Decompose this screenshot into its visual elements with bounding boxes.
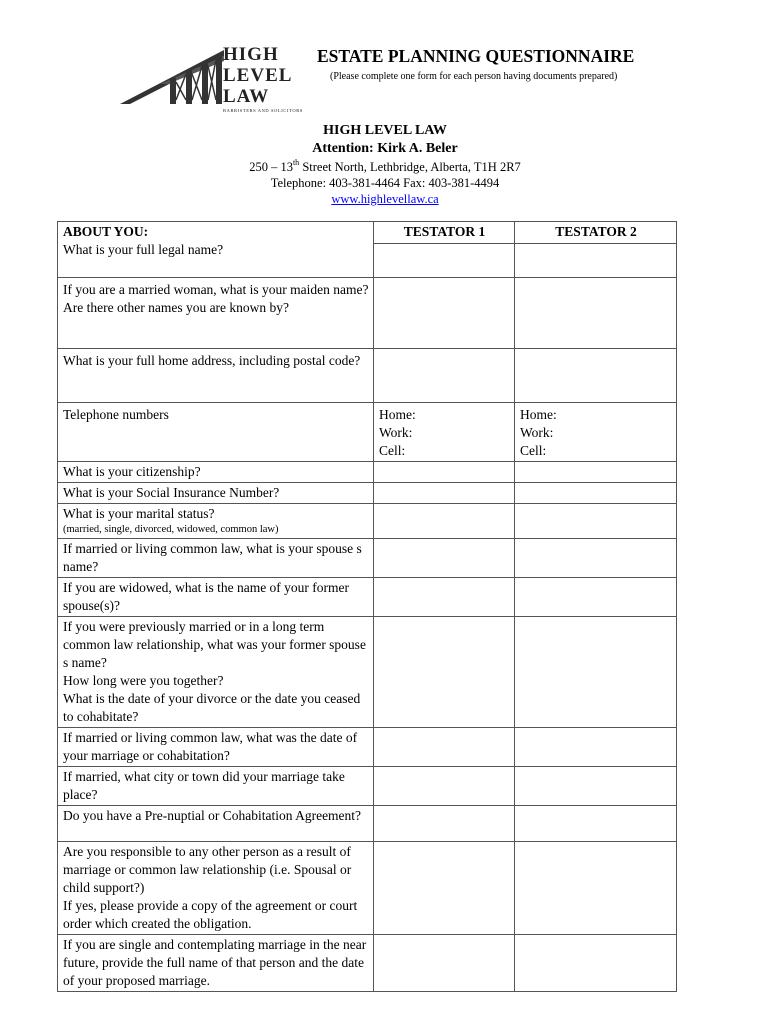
answer-cell[interactable]	[515, 935, 677, 992]
answer-cell[interactable]	[515, 842, 677, 935]
questionnaire-table	[57, 221, 677, 992]
table-row	[58, 806, 677, 842]
question-prenup: Do you have a Pre-nuptial or Cohabitation Agreement?	[58, 806, 374, 842]
table-row	[58, 935, 677, 992]
document-title: ESTATE PLANNING QUESTIONNAIRE	[317, 46, 635, 66]
work-label: Work:	[520, 425, 554, 440]
firm-address: 250 – 13th Street North, Lethbridge, Alberta, T1H 2R7	[249, 158, 521, 174]
table-row	[58, 483, 677, 504]
answer-cell[interactable]	[515, 578, 677, 617]
answer-cell[interactable]	[515, 278, 677, 349]
question-previous-spouse: If you were previously married or in a long term common law relationship, what was your former spouse s name?	[63, 619, 366, 670]
work-label: Work:	[379, 425, 413, 440]
table-row	[58, 539, 677, 578]
question-other-names: Are there other names you are known by?	[63, 300, 290, 315]
answer-cell[interactable]	[374, 728, 515, 767]
logo-tagline: BARRISTERS AND SOLICITORS	[223, 108, 303, 113]
question-marriage-city: If married, what city or town did your marriage take place?	[58, 767, 374, 806]
home-label: Home:	[520, 407, 557, 422]
home-label: Home:	[379, 407, 416, 422]
firm-telephone: Telephone: 403-381-4464 Fax: 403-381-4494	[270, 176, 500, 190]
firm-website-link[interactable]: www.highlevellaw.ca	[331, 192, 439, 206]
question-address: What is your full home address, including postal code?	[58, 349, 374, 403]
table-row	[58, 462, 677, 483]
answer-cell[interactable]	[374, 842, 515, 935]
testator2-phone-cell[interactable]	[515, 403, 677, 462]
attention-line: Attention: Kirk A. Beler	[312, 141, 458, 156]
question-widowed: If you are widowed, what is the name of your former spouse(s)?	[58, 578, 374, 617]
table-row	[58, 349, 677, 403]
answer-cell[interactable]	[374, 504, 515, 539]
answer-cell[interactable]	[374, 278, 515, 349]
question-support-obligation: Are you responsible to any other person as a result of marriage or common law relationship (i.e. Spousal or child support?)	[63, 844, 352, 895]
answer-cell[interactable]	[515, 349, 677, 403]
question-divorce-date: What is the date of your divorce or the date you ceased to cohabitate?	[63, 691, 361, 724]
table-row	[58, 728, 677, 767]
answer-cell[interactable]	[515, 504, 677, 539]
document-subtitle: (Please complete one form for each person having documents prepared)	[330, 71, 618, 82]
answer-cell[interactable]	[374, 767, 515, 806]
question-full-name: What is your full legal name?	[63, 242, 224, 257]
table-row	[58, 222, 677, 244]
question-proposed-marriage: If you are single and contemplating marriage in the near future, provide the full name of that person and the date of your proposed marriage.	[58, 935, 374, 992]
answer-cell[interactable]	[374, 244, 515, 278]
answer-cell[interactable]	[374, 935, 515, 992]
question-marriage-date: If married or living common law, what was the date of your marriage or cohabitation?	[58, 728, 374, 767]
testator2-header: TESTATOR 2	[515, 222, 677, 244]
question-how-long: How long were you together?	[63, 673, 224, 688]
section-heading: ABOUT YOU:	[63, 224, 149, 239]
answer-cell[interactable]	[515, 483, 677, 504]
table-row	[58, 278, 677, 349]
answer-cell[interactable]	[374, 806, 515, 842]
answer-cell[interactable]	[515, 617, 677, 728]
table-row	[58, 504, 677, 539]
high-level-law-logo	[120, 44, 320, 116]
question-provide-copy: If yes, please provide a copy of the agreement or court order which created the obligation.	[63, 898, 358, 931]
table-row	[58, 617, 677, 728]
answer-cell[interactable]	[374, 483, 515, 504]
question-sin: What is your Social Insurance Number?	[58, 483, 374, 504]
question-spouse-name: If married or living common law, what is your spouse s name?	[58, 539, 374, 578]
about-you-cell	[58, 222, 374, 278]
question-telephone: Telephone numbers	[58, 403, 374, 462]
answer-cell[interactable]	[515, 244, 677, 278]
bridge-logo-icon	[120, 44, 224, 110]
table-row	[58, 578, 677, 617]
answer-cell[interactable]	[515, 806, 677, 842]
table-row	[58, 842, 677, 935]
table-row	[58, 767, 677, 806]
table-row	[58, 403, 677, 462]
answer-cell[interactable]	[515, 767, 677, 806]
answer-cell[interactable]	[374, 617, 515, 728]
cell-label: Cell:	[520, 443, 547, 458]
answer-cell[interactable]	[374, 349, 515, 403]
answer-cell[interactable]	[515, 462, 677, 483]
answer-cell[interactable]	[374, 578, 515, 617]
answer-cell[interactable]	[374, 539, 515, 578]
answer-cell[interactable]	[515, 539, 677, 578]
answer-cell[interactable]	[374, 462, 515, 483]
question-maiden-name: If you are a married woman, what is your maiden name?	[63, 282, 369, 297]
answer-cell[interactable]	[515, 728, 677, 767]
marital-status-note: (married, single, divorced, widowed, common law)	[63, 524, 279, 535]
logo-wordmark: HIGH LEVEL LAW	[223, 44, 293, 107]
cell-label: Cell:	[379, 443, 406, 458]
testator1-header: TESTATOR 1	[374, 222, 515, 244]
firm-name: HIGH LEVEL LAW	[323, 123, 447, 138]
testator1-phone-cell[interactable]	[374, 403, 515, 462]
question-marital-status: What is your marital status?	[63, 506, 215, 521]
question-citizenship: What is your citizenship?	[58, 462, 374, 483]
